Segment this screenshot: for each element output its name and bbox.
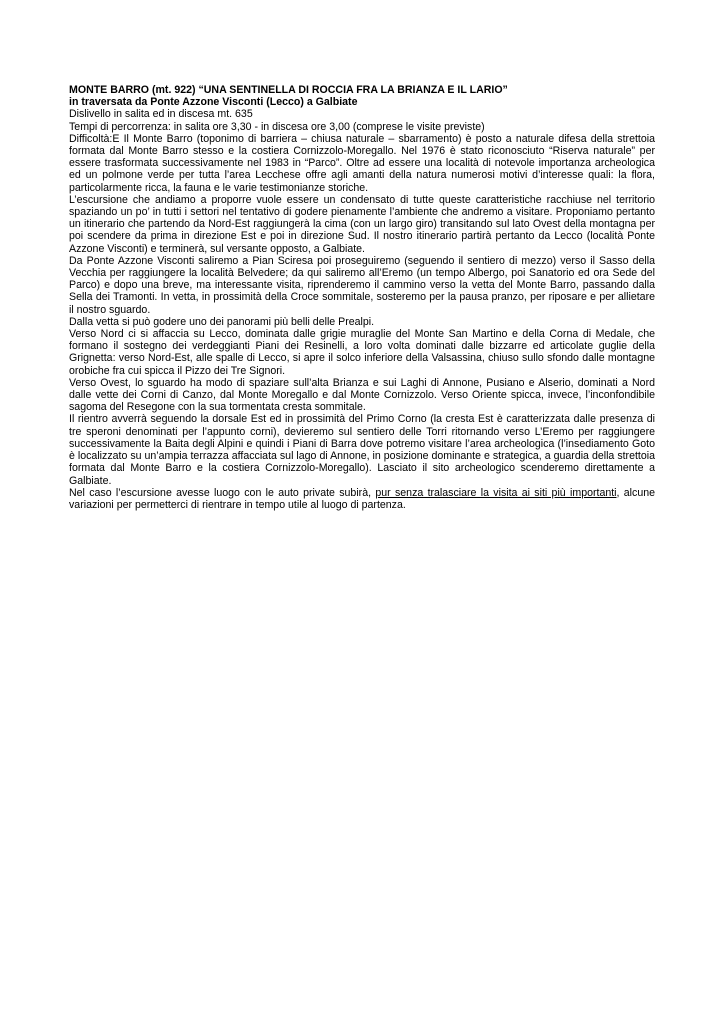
paragraph-north-view: Verso Nord ci si affaccia su Lecco, dominata dalle grigie muraglie del Monte San Martino e della Corna di Medale, che formano il sostegno dei verdeggianti Piani dei Resinelli, a loro volta dominati dalle bizzarre ed articolate guglie della Grignetta: verso Nord-Est, alle spalle di Lecco, si apre il solco inferiore della Valsassina, chiuso sullo sfondo dalle montagne orobiche fra cui spicca il Pizzo dei Tre Signori. <box>69 328 655 377</box>
document-page <box>69 84 655 511</box>
private-cars-text-start: Nel caso l’escursione avesse luogo con le auto private subirà, <box>69 486 376 499</box>
elevation-gain: Dislivello in salita ed in discesa mt. 635 <box>69 108 253 121</box>
private-cars-text-end: , alcune variazioni per permetterci di rientrare in tempo utile al luogo di partenza. <box>69 486 656 511</box>
paragraph-return: Il rientro avverrà seguendo la dorsale Est ed in prossimità del Primo Corno (la cresta Est è caratterizzata dalle presenza di tre speroni denominati per l’appunto corni), devieremo sul sentiero delle Torri ritornando verso L’Eremo per raggiungere successivamente la Baita degli Alpini e quindi i Piani di Barra dove potremo visitare l’area archeologica (l’insediamento Goto è localizzato su un’ampia terrazza affacciata sul lago di Annone, in posizione dominante e strategica, a guardia della strettoia formata dal Monte Barro e la costiera Cornizzolo-Moregallo). Lasciato il sito archeologico scenderemo direttamente a Galbiate. <box>69 413 655 487</box>
underlined-text: pur senza tralasciare la visita ai siti più importanti <box>375 486 617 499</box>
paragraph-private-cars <box>69 487 655 511</box>
document-subtitle: in traversata da Ponte Azzone Visconti (Lecco) a Galbiate <box>69 96 358 109</box>
document-title: MONTE BARRO (mt. 922) “UNA SENTINELLA DI ROCCIA FRA LA BRIANZA E IL LARIO” <box>69 84 508 96</box>
walking-times: Tempi di percorrenza: in salita ore 3,30 - in discesa ore 3,00 (comprese le visite previste) <box>69 120 485 133</box>
paragraph-panorama: Dalla vetta si può godere uno dei panorami più belli delle Prealpi. <box>69 315 375 328</box>
paragraph-route: Da Ponte Azzone Visconti saliremo a Pian Sciresa poi proseguiremo (seguendo il sentiero di mezzo) verso il Sasso della Vecchia per raggiungere la località Belvedere; da qui saliremo all’Eremo (un tempo Albergo, poi Sanatorio ed ora Sede del Parco) e dopo una breve, ma interessante visita, riprenderemo il cammino verso la vetta del Monte Barro, passando dalla Sella dei Tramonti. In vetta, in prossimità della Croce sommitale, sosteremo per la pausa pranzo, per riposare e per allietare il nostro sguardo. <box>69 254 655 316</box>
paragraph-excursion-intro: L’escursione che andiamo a proporre vuole essere un condensato di tutte queste caratteristiche racchiuse nel territorio spaziando un po’ in tutti i settori nel tentativo di godere pienamente l’ambiente che andremo a visitare. Proponiamo pertanto un itinerario che partendo da Nord-Est raggiungerà la cima (con un largo giro) transitando sul lato Ovest della montagna per poi scendere da prima in direzione Est e poi in direzione Sud. Il nostro itinerario partirà pertanto da Lecco (località Ponte Azzone Visconti) e terminerà, sul versante opposto, a Galbiate. <box>69 193 655 255</box>
paragraph-difficulty: Difficoltà:E Il Monte Barro (toponimo di barriera – chiusa naturale – sbarramento) è posto a naturale difesa della strettoia formata dal Monte Barro stesso e la costiera Cornizzolo-Moregallo. Nel 1976 è stato riconosciuto “Riserva naturale” per essere trasformata successivamente nel 1983 in “Parco”. Oltre ad essere una località di notevole importanza archeologica ed un polmone verde per tutta l’area Lecchese offre agli amanti della natura numerosi motivi d’interesse quali: la flora, particolarmente ricca, la fauna e le varie testimonianze storiche. <box>69 132 655 194</box>
paragraph-west-view: Verso Ovest, lo sguardo ha modo di spaziare sull’alta Brianza e sui Laghi di Annone, Pusiano e Alserio, dominati a Nord dalle vette dei Corni di Canzo, dal Monte Moregallo e dal Monte Cornizzolo. Verso Oriente spicca, invece, l’inconfondibile sagoma del Resegone con la sua tormentata cresta sommitale. <box>69 376 655 414</box>
